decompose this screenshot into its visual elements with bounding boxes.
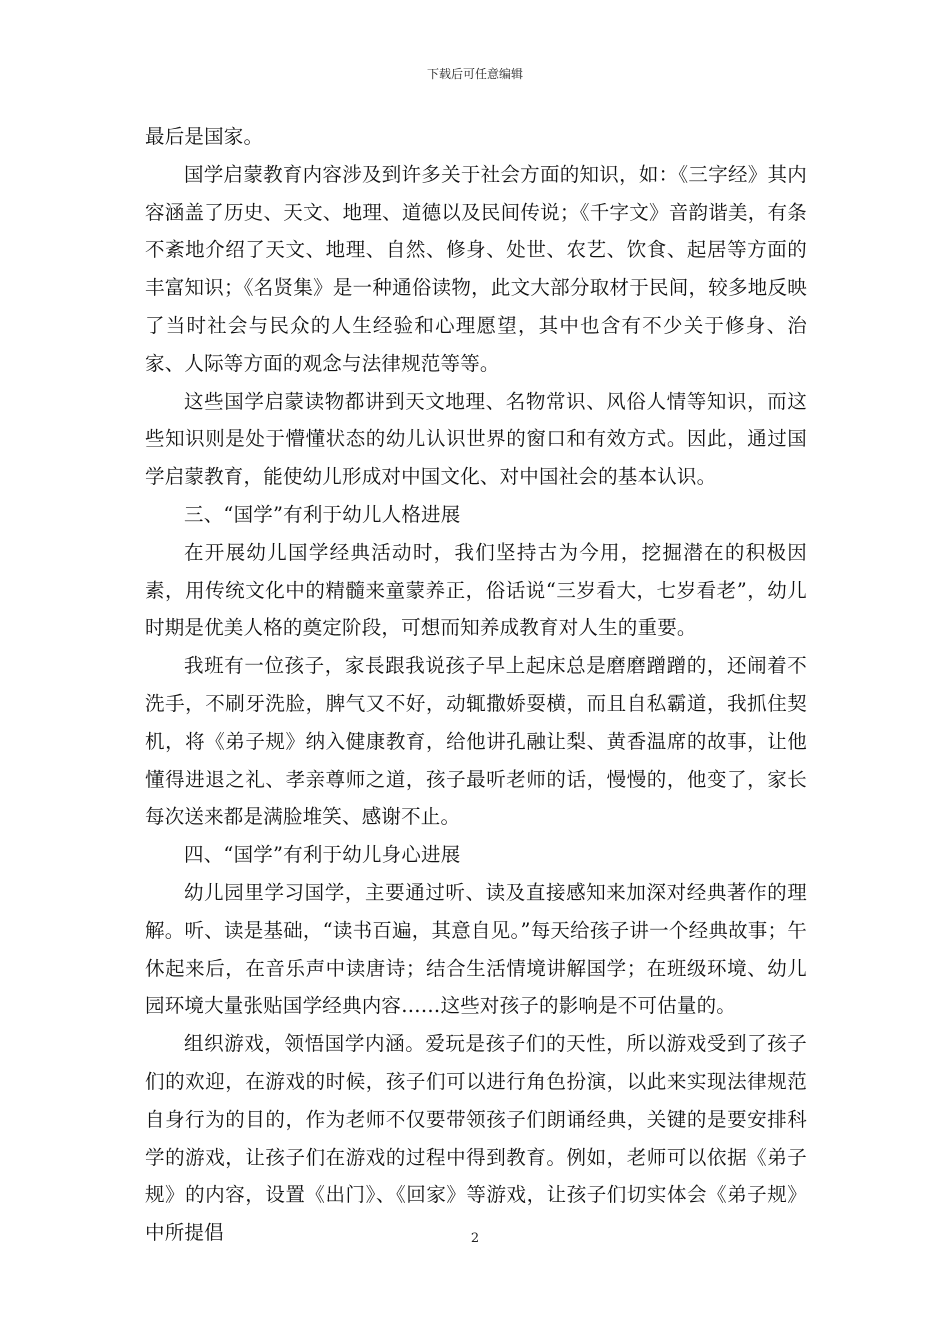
paragraph-world-knowledge: 这些国学启蒙读物都讲到天文地理、名物常识、风俗人情等知识，而这些知识则是处于懵懂状态的幼儿认识世界的窗口和有效方式。因此，通过国学启蒙教育，能使幼儿形成对中国文化、对中国社会的基本认识。 bbox=[145, 389, 807, 489]
page-header: 下载后可任意编辑 bbox=[426, 67, 523, 81]
section-heading-body-mind: 四、“国学”有利于幼儿身心进展 bbox=[184, 843, 461, 867]
paragraph-continuation: 最后是国家。 bbox=[145, 125, 264, 148]
paragraph-classic-activities: 在开展幼儿国学经典活动时，我们坚持古为今用，挖掘潜在的积极因素，用传统文化中的精髓来童蒙养正，俗话说“三岁看大，七岁看老”，幼儿时期是优美人格的奠定阶段，可想而知养成教育对人生的重要。 bbox=[145, 540, 807, 640]
paragraph-enlightenment-content: 国学启蒙教育内容涉及到许多关于社会方面的知识，如：《三字经》其内容涵盖了历史、天文、地理、道德以及民间传说；《千字文》音韵谐美，有条不紊地介绍了天文、地理、自然、修身、处世、农艺、饮食、起居等方面的丰富知识；《名贤集》是一种通俗读物，此文大部分取材于民间，较多地反映了当时社会与民众的人生经验和心理愿望，其中也含有不少关于修身、治家、人际等方面的观念与法律规范等等。 bbox=[145, 162, 807, 375]
page-number: 2 bbox=[470, 1231, 480, 1246]
paragraph-kindergarten-learning: 幼儿园里学习国学，主要通过听、读及直接感知来加深对经典著作的理解。听、读是基础，“读书百遍，其意自见。”每天给孩子讲一个经典故事；午休起来后，在音乐声中读唐诗；结合生活情境讲解国学；在班级环境、幼儿园环境大量张贴国学经典内容……这些对孩子的影响是不可估量的。 bbox=[145, 880, 807, 1018]
paragraph-games: 组织游戏，领悟国学内涵。爱玩是孩子们的天性，所以游戏受到了孩子们的欢迎，在游戏的时候，孩子们可以进行角色扮演，以此来实现法律规范自身行为的目的，作为老师不仅要带领孩子们朗诵经典，关键的是要安排科学的游戏，让孩子们在游戏的过程中得到教育。例如，老师可以依据《弟子规》的内容，设置《出门》、《回家》等游戏，让孩子们切实体会《弟子规》中所提倡 bbox=[145, 1032, 807, 1245]
section-heading-personality: 三、“国学”有利于幼儿人格进展 bbox=[184, 502, 461, 526]
paragraph-child-story: 我班有一位孩子，家長跟我说孩子早上起床总是磨磨蹭蹭的，还闹着不洗手，不刷牙洗脸，脾气又不好，动辄撒娇耍横，而且自私霸道，我抓住契机，将《弟子规》纳入健康教育，给他讲孔融让梨、黄香温席的故事，让他懂得进退之礼、孝亲尊师之道，孩子最听老师的话，慢慢的，他变了，家长每次送来都是满脸堆笑、感谢不止。 bbox=[145, 654, 807, 829]
document-body bbox=[145, 118, 807, 1252]
